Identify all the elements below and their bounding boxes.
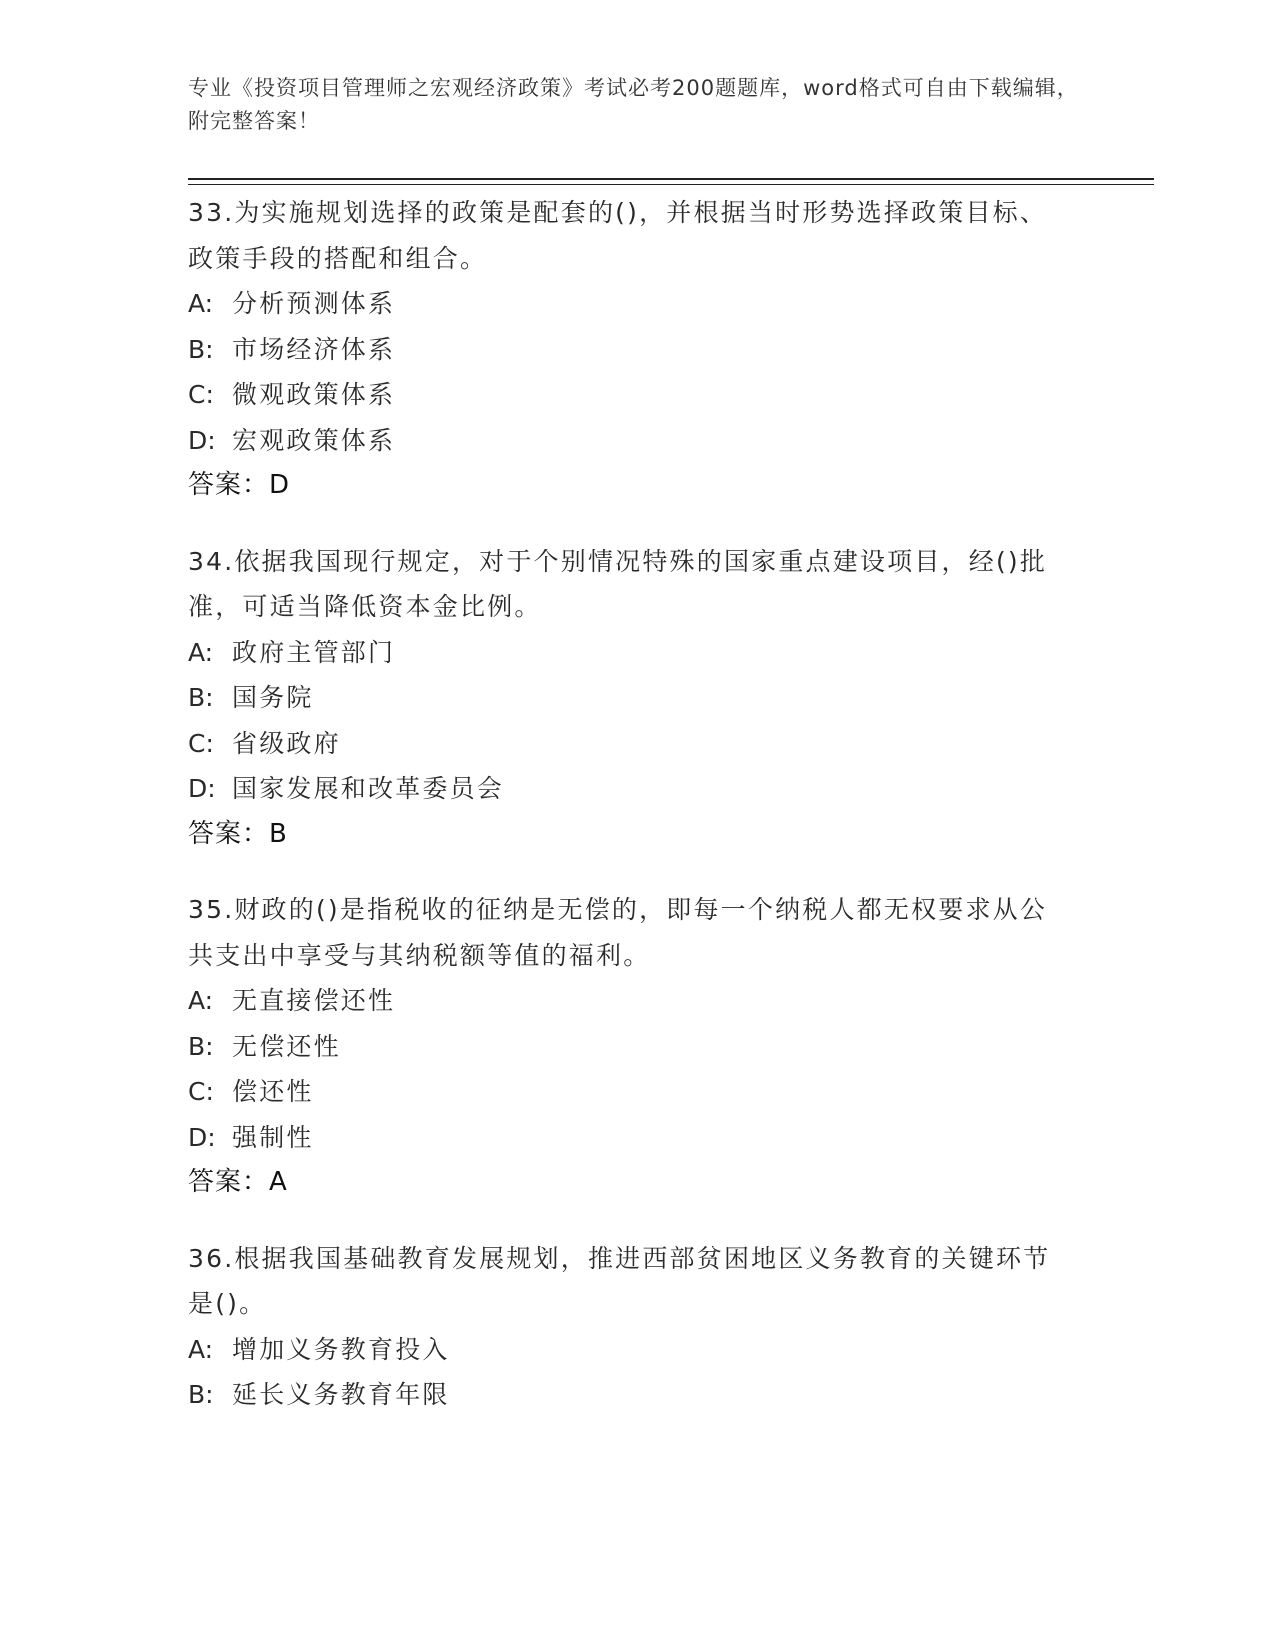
option-letter: D: xyxy=(188,425,216,455)
option-letter: B: xyxy=(188,1380,214,1409)
option-text: 分析预测体系 xyxy=(232,289,396,318)
option-a xyxy=(188,281,1068,327)
option-text: 国家发展和改革委员会 xyxy=(232,774,505,803)
question-stem: 34.依据我国现行规定，对于个别情况特殊的国家重点建设项目，经()批准，可适当降低资本金比例。 xyxy=(188,546,1048,621)
option-text: 强制性 xyxy=(232,1122,314,1152)
option-text: 偿还性 xyxy=(232,1077,314,1106)
option-c xyxy=(188,721,1068,767)
option-text: 省级政府 xyxy=(232,728,341,758)
option-a xyxy=(188,630,1068,676)
option-a xyxy=(188,978,1068,1024)
option-text: 增加义务教育投入 xyxy=(232,1334,450,1364)
option-letter: A: xyxy=(188,637,214,667)
question-stem: 33.为实施规划选择的政策是配套的()，并根据当时形势选择政策目标、政策手段的搭配和组合。 xyxy=(188,198,1048,273)
question-list xyxy=(188,190,1068,1448)
option-c xyxy=(188,372,1068,418)
option-text: 市场经济体系 xyxy=(232,334,396,364)
option-text: 政府主管部门 xyxy=(232,637,396,667)
option-text: 国务院 xyxy=(232,683,314,712)
option-text: 微观政策体系 xyxy=(232,380,396,409)
option-a xyxy=(188,1327,1068,1373)
option-b xyxy=(188,327,1068,373)
option-letter: A: xyxy=(188,1334,214,1364)
option-text: 宏观政策体系 xyxy=(232,425,396,455)
option-text: 无直接偿还性 xyxy=(232,986,396,1015)
option-letter: D: xyxy=(188,774,216,803)
option-letter: A: xyxy=(188,986,214,1015)
option-letter: D: xyxy=(188,1122,216,1152)
question-stem: 35.财政的()是指税收的征纳是无偿的，即每一个纳税人都无权要求从公共支出中享受与其纳税额等值的福利。 xyxy=(188,895,1048,970)
header-rule-thin xyxy=(188,184,1154,185)
answer-line: 答案：D xyxy=(188,470,291,500)
option-letter: C: xyxy=(188,1077,214,1106)
option-b xyxy=(188,1024,1068,1070)
document-header: 专业《投资项目管理师之宏观经济政策》考试必考200题题库，word格式可自由下载编辑，附完整答案！ xyxy=(188,76,1079,133)
option-text: 无偿还性 xyxy=(232,1031,341,1061)
question-stem: 36.根据我国基础教育发展规划，推进西部贫困地区义务教育的关键环节是()。 xyxy=(188,1243,1051,1318)
option-b xyxy=(188,1372,1068,1418)
option-c xyxy=(188,1069,1068,1115)
option-d xyxy=(188,1115,1068,1161)
option-letter: A: xyxy=(188,289,214,318)
option-letter: B: xyxy=(188,683,214,712)
option-b xyxy=(188,675,1068,721)
question-34 xyxy=(188,539,1068,858)
option-letter: C: xyxy=(188,728,214,758)
question-35 xyxy=(188,887,1068,1206)
option-letter: C: xyxy=(188,380,214,409)
header-rule-thick xyxy=(188,178,1154,180)
option-letter: B: xyxy=(188,1031,214,1061)
option-letter: B: xyxy=(188,334,214,364)
answer-line: 答案：B xyxy=(188,818,288,849)
answer-line: 答案：A xyxy=(188,1167,288,1197)
question-36 xyxy=(188,1236,1068,1418)
option-d xyxy=(188,418,1068,464)
option-text: 延长义务教育年限 xyxy=(232,1380,450,1409)
question-33 xyxy=(188,190,1068,509)
option-d xyxy=(188,766,1068,812)
